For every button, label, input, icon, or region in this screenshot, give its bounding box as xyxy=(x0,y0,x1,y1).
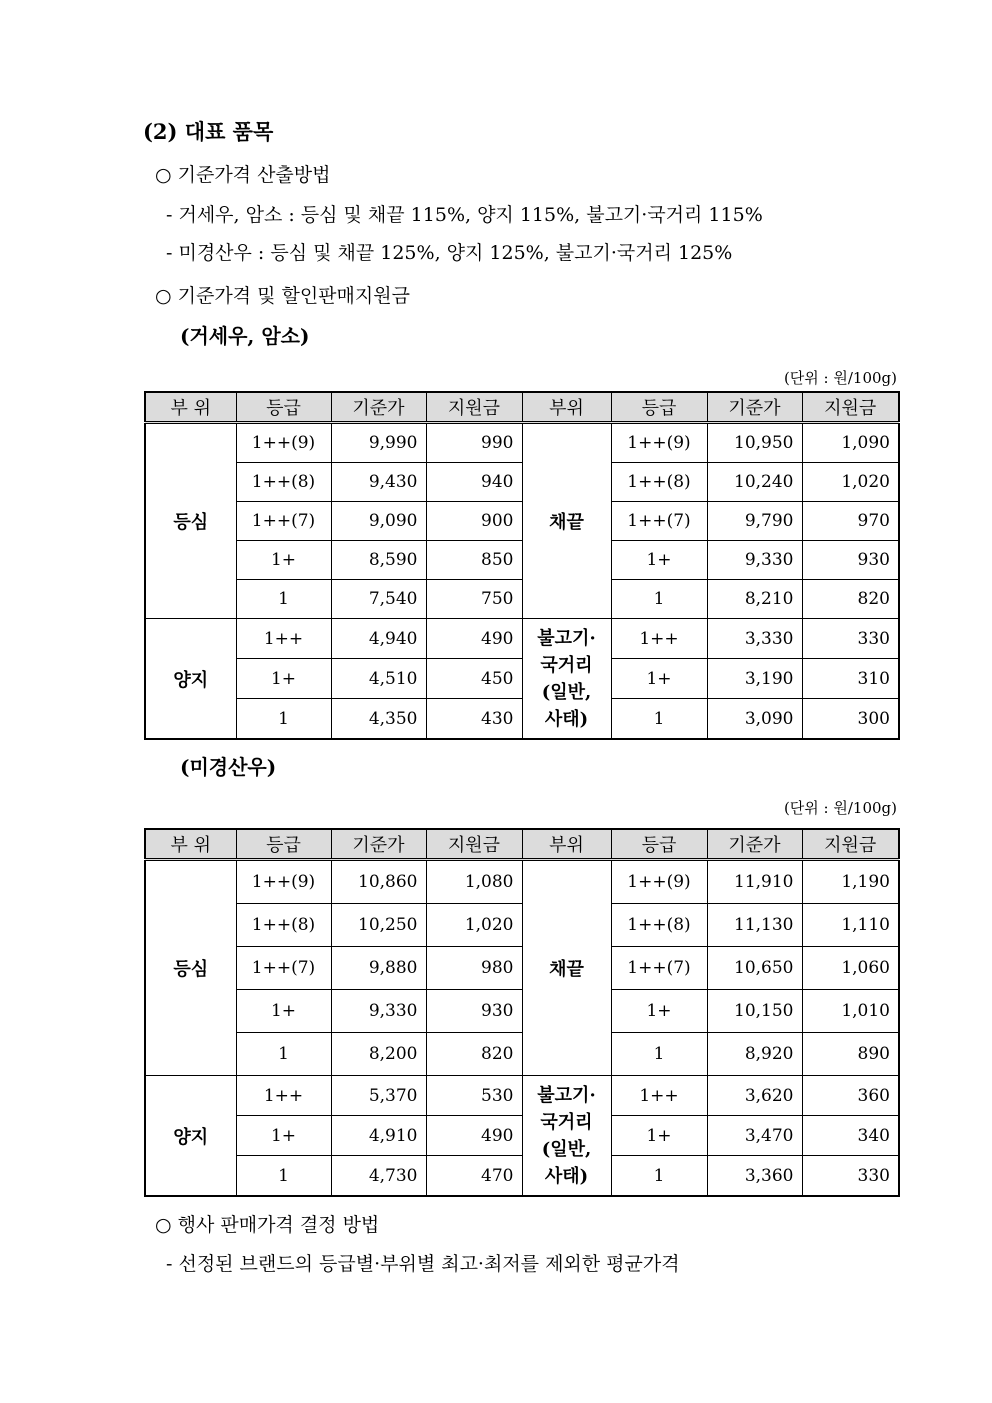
base-price-cell: 8,590 xyxy=(331,541,426,580)
grade-cell: 1++ xyxy=(236,1076,331,1116)
support-cell: 750 xyxy=(426,580,522,619)
table-header-row xyxy=(145,392,899,423)
base-price-cell: 4,730 xyxy=(331,1156,426,1197)
section-heading: (2) 대표 품목 xyxy=(143,119,274,144)
part-label: 등심 xyxy=(145,860,236,1076)
grade-cell: 1++(8) xyxy=(236,463,331,502)
table-steer-cow xyxy=(144,391,900,740)
grade-cell: 1++(8) xyxy=(236,904,331,947)
table1-unit: (단위 : 원/100g) xyxy=(783,369,897,387)
table-heifer xyxy=(144,828,900,1197)
part-line: 사태) xyxy=(544,708,589,730)
grade-cell: 1++ xyxy=(611,1076,707,1116)
base-price-cell: 9,990 xyxy=(331,423,426,463)
header-base-price: 기준가 xyxy=(331,392,426,423)
support-cell: 340 xyxy=(802,1116,899,1156)
detail-heifer: - 미경산우 : 등심 및 채끝 125%, 양지 125%, 불고기·국거리 125% xyxy=(166,242,733,264)
base-price-cell: 10,240 xyxy=(707,463,802,502)
base-price-cell: 3,620 xyxy=(707,1076,802,1116)
support-cell: 530 xyxy=(426,1076,522,1116)
support-cell: 1,190 xyxy=(802,860,899,904)
header-grade: 등급 xyxy=(236,392,331,423)
header-support: 지원금 xyxy=(426,829,522,860)
grade-cell: 1+ xyxy=(611,990,707,1033)
grade-cell: 1++ xyxy=(611,619,707,659)
part-label-multiline xyxy=(522,1076,611,1197)
base-price-cell: 3,470 xyxy=(707,1116,802,1156)
base-price-cell: 9,330 xyxy=(331,990,426,1033)
header-part: 부위 xyxy=(522,829,611,860)
support-cell: 330 xyxy=(802,1156,899,1197)
grade-cell: 1++(9) xyxy=(236,423,331,463)
header-base-price: 기준가 xyxy=(331,829,426,860)
base-price-cell: 9,090 xyxy=(331,502,426,541)
bullet-event-price: ○ 행사 판매가격 결정 방법 xyxy=(155,1214,380,1236)
base-price-cell: 3,330 xyxy=(707,619,802,659)
grade-cell: 1++(7) xyxy=(611,502,707,541)
table2-unit: (단위 : 원/100g) xyxy=(783,799,897,817)
grade-cell: 1++(7) xyxy=(611,947,707,990)
header-support: 지원금 xyxy=(802,829,899,860)
grade-cell: 1 xyxy=(611,1033,707,1076)
part-line: 국거리 xyxy=(540,654,593,676)
grade-cell: 1++(9) xyxy=(611,860,707,904)
support-cell: 490 xyxy=(426,619,522,659)
part-line: 사태) xyxy=(544,1165,589,1187)
base-price-cell: 9,790 xyxy=(707,502,802,541)
part-label-multiline xyxy=(522,619,611,740)
part-label: 채끝 xyxy=(522,423,611,619)
part-line: (일반, xyxy=(541,1138,592,1160)
base-price-cell: 10,250 xyxy=(331,904,426,947)
header-grade: 등급 xyxy=(236,829,331,860)
header-grade: 등급 xyxy=(611,829,707,860)
support-cell: 330 xyxy=(802,619,899,659)
support-cell: 310 xyxy=(802,659,899,699)
base-price-cell: 8,200 xyxy=(331,1033,426,1076)
grade-cell: 1+ xyxy=(611,1116,707,1156)
support-cell: 970 xyxy=(802,502,899,541)
base-price-cell: 4,350 xyxy=(331,699,426,740)
grade-cell: 1 xyxy=(236,1033,331,1076)
header-part: 부 위 xyxy=(145,392,236,423)
support-cell: 450 xyxy=(426,659,522,699)
header-base-price: 기준가 xyxy=(707,829,802,860)
base-price-cell: 10,860 xyxy=(331,860,426,904)
grade-cell: 1++(8) xyxy=(611,463,707,502)
table-row xyxy=(145,423,899,463)
grade-cell: 1 xyxy=(236,699,331,740)
table-row xyxy=(145,860,899,904)
part-line: (일반, xyxy=(541,681,592,703)
base-price-cell: 9,430 xyxy=(331,463,426,502)
base-price-cell: 9,330 xyxy=(707,541,802,580)
table1-subtitle: (거세우, 암소) xyxy=(180,324,310,348)
header-base-price: 기준가 xyxy=(707,392,802,423)
support-cell: 900 xyxy=(426,502,522,541)
base-price-cell: 8,210 xyxy=(707,580,802,619)
grade-cell: 1+ xyxy=(611,541,707,580)
header-part: 부 위 xyxy=(145,829,236,860)
header-support: 지원금 xyxy=(802,392,899,423)
part-label: 양지 xyxy=(145,1076,236,1197)
detail-event-price: - 선정된 브랜드의 등급별·부위별 최고·최저를 제외한 평균가격 xyxy=(166,1253,680,1275)
support-cell: 980 xyxy=(426,947,522,990)
table2-subtitle: (미경산우) xyxy=(180,755,277,779)
part-label: 채끝 xyxy=(522,860,611,1076)
base-price-cell: 4,940 xyxy=(331,619,426,659)
base-price-cell: 10,650 xyxy=(707,947,802,990)
table-row xyxy=(145,1076,899,1116)
part-line: 국거리 xyxy=(540,1111,593,1133)
detail-steer-cow: - 거세우, 암소 : 등심 및 채끝 115%, 양지 115%, 불고기·국거리 115% xyxy=(166,204,763,226)
grade-cell: 1++(9) xyxy=(236,860,331,904)
support-cell: 890 xyxy=(802,1033,899,1076)
base-price-cell: 3,090 xyxy=(707,699,802,740)
support-cell: 360 xyxy=(802,1076,899,1116)
support-cell: 470 xyxy=(426,1156,522,1197)
support-cell: 1,020 xyxy=(426,904,522,947)
grade-cell: 1+ xyxy=(236,1116,331,1156)
table-row xyxy=(145,619,899,659)
part-line: 불고기· xyxy=(537,1084,596,1106)
table-header-row xyxy=(145,829,899,860)
grade-cell: 1+ xyxy=(236,659,331,699)
support-cell: 300 xyxy=(802,699,899,740)
grade-cell: 1 xyxy=(611,580,707,619)
grade-cell: 1++(9) xyxy=(611,423,707,463)
base-price-cell: 5,370 xyxy=(331,1076,426,1116)
support-cell: 1,080 xyxy=(426,860,522,904)
grade-cell: 1 xyxy=(236,1156,331,1197)
grade-cell: 1 xyxy=(611,1156,707,1197)
base-price-cell: 3,360 xyxy=(707,1156,802,1197)
base-price-cell: 7,540 xyxy=(331,580,426,619)
base-price-cell: 4,910 xyxy=(331,1116,426,1156)
support-cell: 1,060 xyxy=(802,947,899,990)
grade-cell: 1+ xyxy=(611,659,707,699)
part-line: 불고기· xyxy=(537,627,596,649)
support-cell: 990 xyxy=(426,423,522,463)
header-part: 부위 xyxy=(522,392,611,423)
base-price-cell: 10,150 xyxy=(707,990,802,1033)
support-cell: 850 xyxy=(426,541,522,580)
base-price-cell: 9,880 xyxy=(331,947,426,990)
base-price-cell: 11,130 xyxy=(707,904,802,947)
support-cell: 820 xyxy=(426,1033,522,1076)
grade-cell: 1 xyxy=(611,699,707,740)
support-cell: 1,090 xyxy=(802,423,899,463)
support-cell: 930 xyxy=(802,541,899,580)
base-price-cell: 11,910 xyxy=(707,860,802,904)
part-label: 등심 xyxy=(145,423,236,619)
grade-cell: 1++(7) xyxy=(236,947,331,990)
header-support: 지원금 xyxy=(426,392,522,423)
grade-cell: 1++(8) xyxy=(611,904,707,947)
grade-cell: 1 xyxy=(236,580,331,619)
support-cell: 940 xyxy=(426,463,522,502)
grade-cell: 1++(7) xyxy=(236,502,331,541)
header-grade: 등급 xyxy=(611,392,707,423)
base-price-cell: 8,920 xyxy=(707,1033,802,1076)
bullet-price-support: ○ 기준가격 및 할인판매지원금 xyxy=(155,285,410,307)
support-cell: 930 xyxy=(426,990,522,1033)
base-price-cell: 3,190 xyxy=(707,659,802,699)
grade-cell: 1+ xyxy=(236,990,331,1033)
support-cell: 1,110 xyxy=(802,904,899,947)
base-price-cell: 10,950 xyxy=(707,423,802,463)
bullet-price-method: ○ 기준가격 산출방법 xyxy=(155,164,331,186)
support-cell: 820 xyxy=(802,580,899,619)
base-price-cell: 4,510 xyxy=(331,659,426,699)
grade-cell: 1++ xyxy=(236,619,331,659)
grade-cell: 1+ xyxy=(236,541,331,580)
support-cell: 1,020 xyxy=(802,463,899,502)
support-cell: 1,010 xyxy=(802,990,899,1033)
part-label: 양지 xyxy=(145,619,236,740)
support-cell: 430 xyxy=(426,699,522,740)
support-cell: 490 xyxy=(426,1116,522,1156)
